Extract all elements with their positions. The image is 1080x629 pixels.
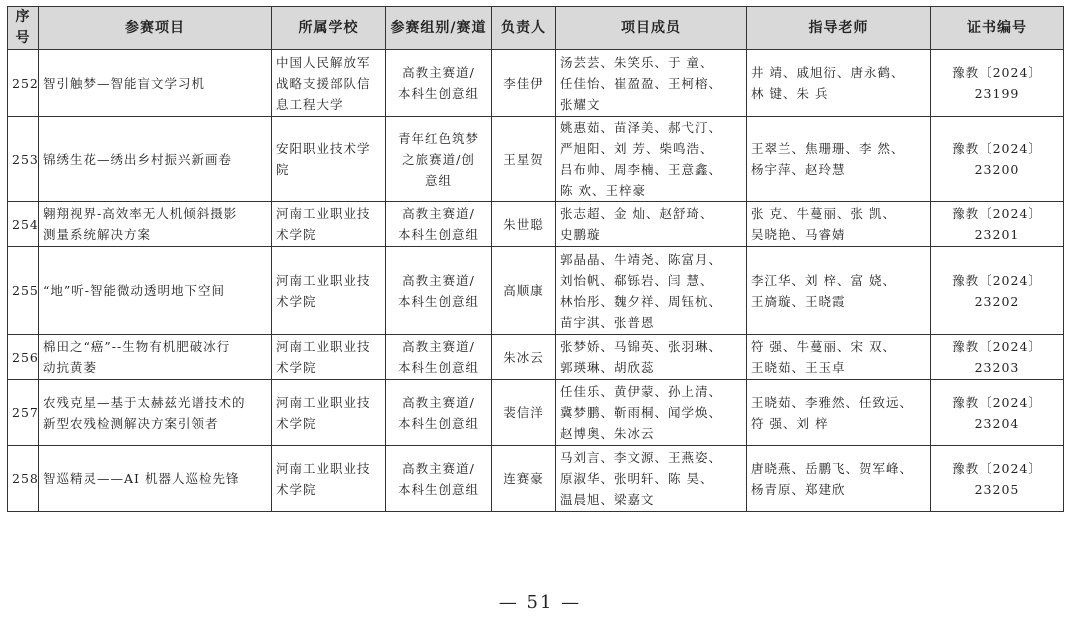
cell-school-line: 安阳职业技术学 <box>276 141 371 156</box>
cell-cert: 豫教〔2024〕23202 <box>931 247 1064 335</box>
header-advisors: 指导老师 <box>747 7 931 50</box>
award-table <box>7 6 1064 512</box>
cell-school <box>272 202 386 247</box>
header-members: 项目成员 <box>556 7 747 50</box>
cell-group-line: 高教主赛道/ <box>402 272 475 288</box>
cell-no: 252 <box>8 50 39 117</box>
cell-school-line: 战略支援部队信 <box>276 75 371 91</box>
cell-members <box>556 117 747 202</box>
cell-advisors <box>747 335 931 380</box>
cell-group-line: 本科生创意组 <box>397 227 479 242</box>
cell-cert: 豫教〔2024〕23199 <box>931 50 1064 117</box>
cell-members-line: 冀梦鹏、靳雨桐、闻学焕、 <box>560 405 723 420</box>
cell-project <box>39 335 272 380</box>
cell-advisors-line: 唐晓燕、岳鹏飞、贺军峰、 <box>751 460 914 476</box>
cell-project <box>39 380 272 446</box>
table-row <box>8 446 1064 512</box>
cell-school-line: 院 <box>276 162 290 177</box>
cell-school-line: 中国人民解放军 <box>276 54 371 70</box>
header-group: 参赛组别/赛道 <box>386 7 492 50</box>
cell-group-line: 之旅赛道/创 <box>402 151 475 167</box>
cell-school <box>272 247 386 335</box>
cell-school <box>272 335 386 380</box>
cell-school-line: 术学院 <box>276 293 317 309</box>
table-row <box>8 202 1064 247</box>
cell-no: 255 <box>8 247 39 335</box>
cell-advisors <box>747 202 931 247</box>
cell-advisors-line: 杨青原、郑建欣 <box>751 481 846 497</box>
cell-advisors <box>747 50 931 117</box>
cell-leader: 高顺康 <box>492 247 556 335</box>
cell-advisors <box>747 380 931 446</box>
cell-leader: 朱世聪 <box>492 202 556 247</box>
cell-school <box>272 380 386 446</box>
table-row <box>8 50 1064 117</box>
cell-project-line: 智引触梦—智能盲文学习机 <box>43 75 206 91</box>
header-leader: 负责人 <box>492 7 556 50</box>
cell-advisors-line: 杨宇萍、赵玲慧 <box>751 162 846 177</box>
cell-group-line: 本科生创意组 <box>397 293 479 309</box>
header-cert: 证书编号 <box>931 7 1064 50</box>
cell-advisors <box>747 247 931 335</box>
cell-members <box>556 202 747 247</box>
cell-group <box>386 335 492 380</box>
cell-school-line: 河南工业职业技 <box>276 339 371 354</box>
cell-advisors-line: 王旖璇、王晓霞 <box>751 293 846 309</box>
cell-group <box>386 380 492 446</box>
cell-members-line: 赵博奥、朱冰云 <box>560 426 655 441</box>
cell-project-line: 锦绣生花—绣出乡村振兴新画卷 <box>43 151 233 167</box>
cell-members-line: 姚惠茹、苗泽美、郝弋汀、 <box>560 120 723 135</box>
cell-no: 256 <box>8 335 39 380</box>
cell-members-line: 原淑华、张明轩、陈 昊、 <box>560 471 714 486</box>
cell-project <box>39 117 272 202</box>
cell-cert: 豫教〔2024〕23205 <box>931 446 1064 512</box>
cell-members-line: 张耀文 <box>560 96 601 112</box>
cell-members <box>556 247 747 335</box>
table-row <box>8 247 1064 335</box>
header-project: 参赛项目 <box>39 7 272 50</box>
cell-group <box>386 446 492 512</box>
cell-project-line: 棉田之“癌”--生物有机肥破冰行 <box>43 339 231 354</box>
cell-cert: 豫教〔2024〕23204 <box>931 380 1064 446</box>
cell-cert: 豫教〔2024〕23203 <box>931 335 1064 380</box>
cell-leader: 王星贺 <box>492 117 556 202</box>
cell-project <box>39 50 272 117</box>
cell-advisors-line: 王晓茹、李雅然、任致远、 <box>751 394 914 410</box>
cell-group-line: 高教主赛道/ <box>402 339 475 354</box>
cell-group-line: 本科生创意组 <box>397 415 479 431</box>
page-number: — 51 — <box>498 592 582 613</box>
cell-group-line: 高教主赛道/ <box>402 206 475 221</box>
cell-members-line: 史鹏璇 <box>560 227 601 242</box>
cell-advisors-line: 张 克、牛蔓丽、张 凯、 <box>751 206 896 221</box>
cell-group-line: 意组 <box>424 172 452 188</box>
cell-school-line: 河南工业职业技 <box>276 206 371 221</box>
cell-group <box>386 202 492 247</box>
cell-project-line: 动抗黄萎 <box>43 360 98 375</box>
cell-advisors-line: 王晓茹、王玉卓 <box>751 360 846 375</box>
cell-members <box>556 380 747 446</box>
cell-school-line: 术学院 <box>276 227 317 242</box>
cell-school-line: 息工程大学 <box>276 96 344 112</box>
cell-no: 253 <box>8 117 39 202</box>
cell-advisors <box>747 446 931 512</box>
cell-group-line: 本科生创意组 <box>397 86 479 101</box>
cell-school-line: 河南工业职业技 <box>276 272 371 288</box>
cell-project-line: “地”听-智能微动透明地下空间 <box>43 283 226 298</box>
cell-advisors-line: 吴晓艳、马睿婧 <box>751 227 846 242</box>
cell-members-line: 张志超、金 灿、赵舒琦、 <box>560 206 714 221</box>
cell-group-line: 高教主赛道/ <box>402 460 475 476</box>
cell-leader: 连赛豪 <box>492 446 556 512</box>
cell-advisors-line: 符 强、刘 梓 <box>751 415 829 431</box>
cell-school-line: 术学院 <box>276 360 317 375</box>
cell-advisors-line: 林 键、朱 兵 <box>751 86 829 101</box>
cell-members-line: 张梦娇、马锦英、张羽琳、 <box>560 339 723 354</box>
cell-no: 257 <box>8 380 39 446</box>
cell-members-line: 刘怡帆、郗铄岩、闫 慧、 <box>560 272 714 288</box>
cell-members-line: 马刘言、李文源、王燕姿、 <box>560 450 723 465</box>
cell-school <box>272 446 386 512</box>
cell-members <box>556 446 747 512</box>
cell-members-line: 温晨旭、梁嘉文 <box>560 492 655 507</box>
cell-advisors-line: 符 强、牛蔓丽、宋 双、 <box>751 339 896 354</box>
cell-members <box>556 50 747 117</box>
cell-members-line: 林怡彤、魏夕祥、周钰杭、 <box>560 293 723 309</box>
header-school: 所属学校 <box>272 7 386 50</box>
cell-members-line: 苗宇淇、张普恩 <box>560 314 655 330</box>
cell-project-line: 翱翔视界-高效率无人机倾斜摄影 <box>43 206 238 221</box>
cell-members-line: 汤芸芸、朱笑乐、于 童、 <box>560 54 714 70</box>
cell-no: 254 <box>8 202 39 247</box>
table-body <box>8 50 1064 512</box>
cell-members-line: 任佳怡、崔盈盈、王柯榕、 <box>560 75 723 91</box>
cell-cert: 豫教〔2024〕23200 <box>931 117 1064 202</box>
table-header <box>8 7 1064 50</box>
header-no: 序号 <box>8 7 39 50</box>
cell-no: 258 <box>8 446 39 512</box>
cell-school-line: 河南工业职业技 <box>276 394 371 410</box>
cell-advisors-line: 井 靖、戚旭衍、唐永鹤、 <box>751 65 905 80</box>
cell-leader: 李佳伊 <box>492 50 556 117</box>
cell-group-line: 青年红色筑梦 <box>397 130 479 146</box>
cell-project-line: 测量系统解决方案 <box>43 227 152 242</box>
cell-school <box>272 50 386 117</box>
cell-project-line: 新型农残检测解决方案引领者 <box>43 415 219 431</box>
cell-advisors-line: 李江华、刘 梓、富 娆、 <box>751 272 896 288</box>
cell-members-line: 陈 欢、王梓豪 <box>560 183 646 198</box>
cell-leader: 朱冰云 <box>492 335 556 380</box>
cell-group-line: 高教主赛道/ <box>402 394 475 410</box>
cell-group <box>386 247 492 335</box>
cell-group <box>386 117 492 202</box>
cell-school-line: 术学院 <box>276 481 317 497</box>
cell-project <box>39 202 272 247</box>
cell-group-line: 本科生创意组 <box>397 360 479 375</box>
cell-school-line: 河南工业职业技 <box>276 460 371 476</box>
cell-school <box>272 117 386 202</box>
cell-cert: 豫教〔2024〕23201 <box>931 202 1064 247</box>
cell-project-line: 智巡精灵——AI 机器人巡检先锋 <box>43 471 240 486</box>
cell-project <box>39 247 272 335</box>
cell-members-line: 严旭阳、刘 芳、柴鸣浩、 <box>560 141 714 156</box>
cell-group-line: 本科生创意组 <box>397 481 479 497</box>
cell-members-line: 任佳乐、黄伊蒙、孙上清、 <box>560 384 723 399</box>
cell-members-line: 吕布帅、周李楠、王意鑫、 <box>560 162 723 177</box>
cell-project-line: 农残克星—基于太赫兹光谱技术的 <box>43 394 246 410</box>
cell-school-line: 术学院 <box>276 415 317 431</box>
cell-advisors <box>747 117 931 202</box>
cell-members-line: 郭晶晶、牛靖尧、陈富月、 <box>560 251 723 267</box>
cell-members <box>556 335 747 380</box>
cell-group-line: 高教主赛道/ <box>402 65 475 80</box>
cell-members-line: 郭瑛琳、胡欣蕊 <box>560 360 655 375</box>
cell-project <box>39 446 272 512</box>
cell-leader: 裴信洋 <box>492 380 556 446</box>
cell-group <box>386 50 492 117</box>
table-row <box>8 335 1064 380</box>
cell-advisors-line: 王翠兰、焦珊珊、李 然、 <box>751 141 905 156</box>
table-row <box>8 117 1064 202</box>
table-row <box>8 380 1064 446</box>
